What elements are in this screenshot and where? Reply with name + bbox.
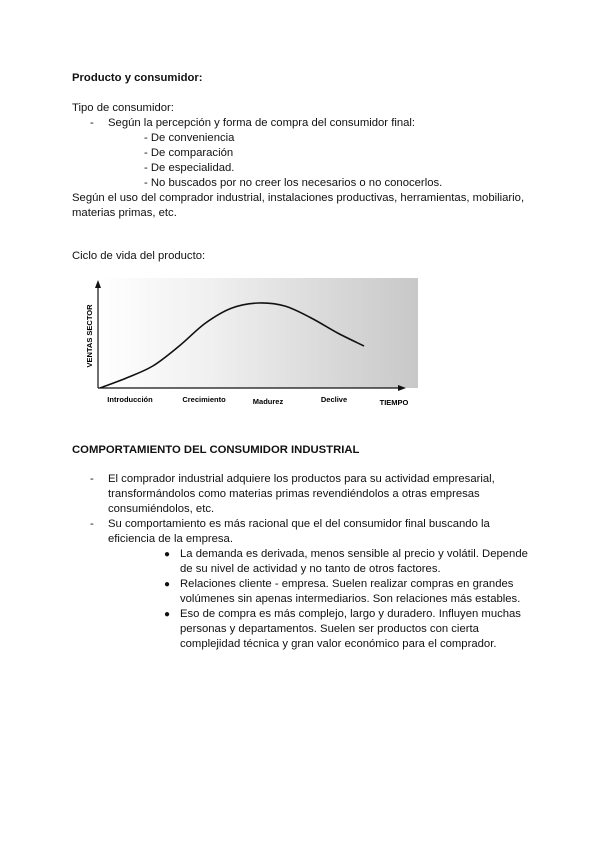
life-cycle-chart — [72, 278, 418, 412]
x-tick-crecimiento: Crecimiento — [182, 395, 226, 404]
bullet-icon: ● — [164, 549, 171, 560]
sub-bullet2-line2: volúmenes sin apenas intermediarios. Son relaciones más estables. — [180, 593, 521, 605]
x-tick-declive: Declive — [320, 395, 348, 404]
ciclo-vida-label: Ciclo de vida del producto: — [72, 250, 206, 262]
sub-bullet3-line2: personas y departamentos. Suelen ser productos con cierta — [180, 623, 479, 635]
comp-item1-line3: consumiéndolos, etc. — [108, 503, 215, 515]
industrial-text-line1: Según el uso del comprador industrial, instalaciones productivas, herramientas, mobiliario, — [72, 192, 525, 204]
tipo-conveniencia: - De conveniencia — [144, 132, 235, 144]
sub-bullet2-line1: Relaciones cliente - empresa. Suelen realizar compras en grandes — [180, 578, 514, 590]
dash-marker: - — [90, 117, 94, 129]
comp-item1-line1: El comprador industrial adquiere los productos para su actividad empresarial, — [108, 473, 495, 485]
sub-bullet1-line2: de su nivel de actividad y no tanto de otros factores. — [180, 563, 441, 575]
comp-item2-line1: Su comportamiento es más racional que el del consumidor final buscando la — [108, 518, 490, 530]
y-axis-label: VENTAS SECTOR — [85, 304, 94, 368]
tipo-consumidor-label: Tipo de consumidor: — [72, 102, 174, 114]
bullet-icon: ● — [164, 579, 171, 590]
sub-bullet3-line3: complejidad técnica y gran valor económico para el comprador. — [180, 638, 497, 650]
heading-producto-consumidor: Producto y consumidor: — [72, 72, 203, 84]
industrial-text-line2: materias primas, etc. — [72, 207, 177, 219]
x-axis-label: TIEMPO — [379, 398, 409, 407]
tipo-comparacion: - De comparación — [144, 147, 234, 159]
tipo-no-buscados: - No buscados por no creer los necesarios o no conocerlos. — [144, 177, 443, 189]
comp-item1-line2: transformándolos como materias primas revendiéndolos a otras empresas — [108, 488, 480, 500]
comp-item2-line2: eficiencia de la empresa. — [108, 533, 233, 545]
heading-comportamiento: COMPORTAMIENTO DEL CONSUMIDOR INDUSTRIAL — [72, 444, 360, 456]
bullet-icon: ● — [164, 609, 171, 620]
x-tick-madurez: Madurez — [252, 397, 284, 406]
sub-bullet1-line1: La demanda es derivada, menos sensible al precio y volátil. Depende — [180, 548, 528, 560]
dash-marker: - — [90, 518, 94, 530]
sub-bullet3-line1: Eso de compra es más complejo, largo y duradero. Influyen muchas — [180, 608, 521, 620]
x-tick-introduccion: Introducción — [107, 395, 153, 404]
chart-background — [98, 278, 418, 388]
tipo-especialidad: - De especialidad. — [144, 162, 235, 174]
tipo-item: Según la percepción y forma de compra del consumidor final: — [108, 117, 416, 129]
dash-marker: - — [90, 473, 94, 485]
